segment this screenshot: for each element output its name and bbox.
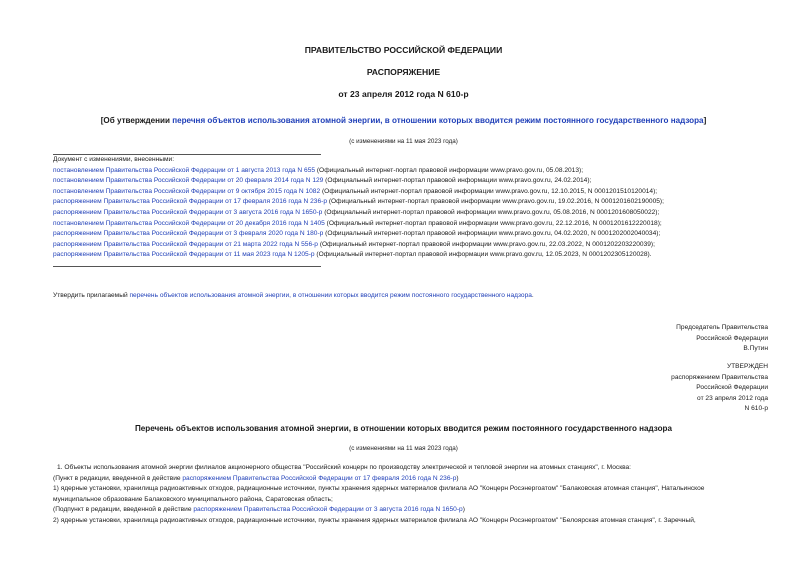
- list-paragraph-1: 1. Объекты использования атомной энергии филиалов акционерного общества "Российский концерн по производству электрической и тепловой энергии на атомных станциях", г. Москва:: [57, 464, 632, 471]
- amendment-item: [53, 208, 664, 219]
- signature-name: В.Путин: [743, 345, 768, 353]
- doc-date-number: от 23 апреля 2012 года N 610-р: [338, 89, 469, 99]
- amendment-link[interactable]: постановлением Правительства Российской Федерации от 20 декабря 2016 года N 1405: [53, 219, 325, 227]
- list-note-end: ): [456, 474, 459, 482]
- approve-text: Утвердить прилагаемый: [53, 292, 130, 299]
- list-subparagraph-2: 2) ядерные установки, хранилища радиоактивных отходов, радиационные источники, пункты хранения ядерных материалов филиала АО "Концерн Росэнергоатом" "Белоярская атомная станция", г. Заречный,: [53, 516, 696, 524]
- approve-paragraph: [53, 291, 534, 302]
- amendment-link[interactable]: постановлением Правительства Российской Федерации от 20 февраля 2014 года N 129: [53, 177, 324, 185]
- amendment-item: [53, 166, 664, 177]
- list-note-text: (Подпункт в редакции, введенной в действие: [53, 506, 194, 514]
- doc-amended-note: (с изменениями на 11 мая 2023 года): [349, 138, 458, 145]
- amendment-item: [53, 240, 664, 251]
- amendment-source: (Официальный интернет-портал правовой информации www.pravo.gov.ru, 04.02.2020, N 0001202002040034);: [323, 230, 661, 238]
- list-note-1: [53, 474, 704, 485]
- list-note-end: ): [462, 506, 465, 514]
- amendment-link[interactable]: распоряжением Правительства Российской Федерации от 21 марта 2022 года N 556-р: [53, 240, 318, 248]
- amendment-item: [53, 197, 664, 208]
- amendment-item: [53, 176, 664, 187]
- amendment-source: (Официальный интернет-портал правовой информации www.pravo.gov.ru, 24.02.2014);: [323, 177, 592, 185]
- amendment-source: (Официальный интернет-портал правовой информации www.pravo.gov.ru, 19.02.2016, N 0001201602190005);: [327, 198, 664, 206]
- approved-country: Российской Федерации: [696, 384, 768, 392]
- amendment-item: [53, 219, 664, 230]
- amendment-source: (Официальный интернет-портал правовой информации www.pravo.gov.ru, 12.10.2015, N 0001201510120014);: [320, 187, 658, 195]
- amendment-source: (Официальный интернет-портал правовой информации www.pravo.gov.ru, 05.08.2013);: [315, 166, 584, 174]
- approve-end: .: [531, 292, 534, 299]
- list-subparagraph-1-cont: муниципальное образование Балаковского муниципального района, Саратовская область;: [53, 495, 333, 503]
- amendment-item: [53, 187, 664, 198]
- signature-country: Российской Федерации: [696, 334, 768, 342]
- doc-type-heading: РАСПОРЯЖЕНИЕ: [366, 67, 441, 77]
- amendment-source: (Официальный интернет-портал правовой информации www.pravo.gov.ru, 12.05.2023, N 0001202305120028).: [314, 251, 652, 259]
- approve-link[interactable]: перечень объектов использования атомной энергии, в отношении которых вводится режим постоянного государственного надзора: [129, 292, 532, 299]
- amendment-source: (Официальный интернет-портал правовой информации www.pravo.gov.ru, 05.08.2016, N 0001201608050022);: [322, 208, 660, 216]
- signature-position: Председатель Правительства: [676, 324, 768, 331]
- list-amended-note: (с изменениями на 11 мая 2023 года): [349, 445, 458, 452]
- amendment-link[interactable]: распоряжением Правительства Российской Федерации от 11 мая 2023 года N 1205-р: [53, 251, 315, 259]
- amendment-link[interactable]: распоряжением Правительства Российской Федерации от 17 февраля 2016 года N 236-р: [53, 198, 327, 206]
- doc-title-close: ]: [703, 116, 707, 125]
- amendment-item: [53, 229, 664, 240]
- amendments-intro: Документ с изменениями, внесенными:: [53, 156, 175, 163]
- amendment-link[interactable]: распоряжением Правительства Российской Федерации от 3 февраля 2020 года N 180-р: [53, 230, 324, 238]
- amendment-link[interactable]: распоряжением Правительства Российской Федерации от 3 августа 2016 года N 1650-р: [53, 208, 323, 216]
- amendment-source: (Официальный интернет-портал правовой информации www.pravo.gov.ru, 22.03.2022, N 0001202203220039);: [317, 240, 655, 248]
- list-note-text: (Пункт в редакции, введенной в действие: [53, 474, 183, 482]
- amendment-link[interactable]: постановлением Правительства Российской Федерации от 9 октября 2015 года N 1082: [53, 187, 321, 195]
- signature-block: [528, 323, 768, 355]
- amendment-link[interactable]: постановлением Правительства Российской Федерации от 1 августа 2013 года N 655: [53, 166, 316, 174]
- doc-title-link[interactable]: перечня объектов использования атомной энергии, в отношении которых вводится режим постоянного государственного надзора: [172, 116, 704, 125]
- approved-block: [528, 362, 768, 415]
- approved-heading: УТВЕРЖДЕН: [726, 363, 768, 370]
- approved-date: от 23 апреля 2012 года: [697, 394, 768, 402]
- list-title: Перечень объектов использования атомной энергии, в отношении которых вводится режим постоянного государственного надзора: [134, 424, 672, 433]
- list-note-link[interactable]: распоряжением Правительства Российской Федерации от 3 августа 2016 года N 1650-р: [193, 506, 463, 514]
- amendment-item: [53, 250, 664, 261]
- doc-title-open: [Об утверждении: [100, 116, 173, 125]
- doc-title: [0, 116, 807, 125]
- list-subparagraph-1: 1) ядерные установки, хранилища радиоактивных отходов, радиационные источники, пункты хранения ядерных материалов филиала АО "Концерн Росэнергоатом" "Балаковская атомная станция", Натальинское: [53, 485, 705, 493]
- approved-by: распоряжением Правительства: [671, 373, 768, 381]
- government-heading: ПРАВИТЕЛЬСТВО РОССИЙСКОЙ ФЕДЕРАЦИИ: [304, 45, 503, 55]
- amendments-block: [53, 155, 664, 261]
- list-note-link[interactable]: распоряжением Правительства Российской Федерации от 17 февраля 2016 года N 236-р: [182, 474, 457, 482]
- list-body: [53, 463, 704, 527]
- approved-number: N 610-р: [744, 405, 768, 413]
- list-note-2: [53, 505, 704, 516]
- amendment-source: (Официальный интернет-портал правовой информации www.pravo.gov.ru, 22.12.2016, N 0001201612220018);: [324, 219, 662, 227]
- separator-bottom: [53, 266, 321, 267]
